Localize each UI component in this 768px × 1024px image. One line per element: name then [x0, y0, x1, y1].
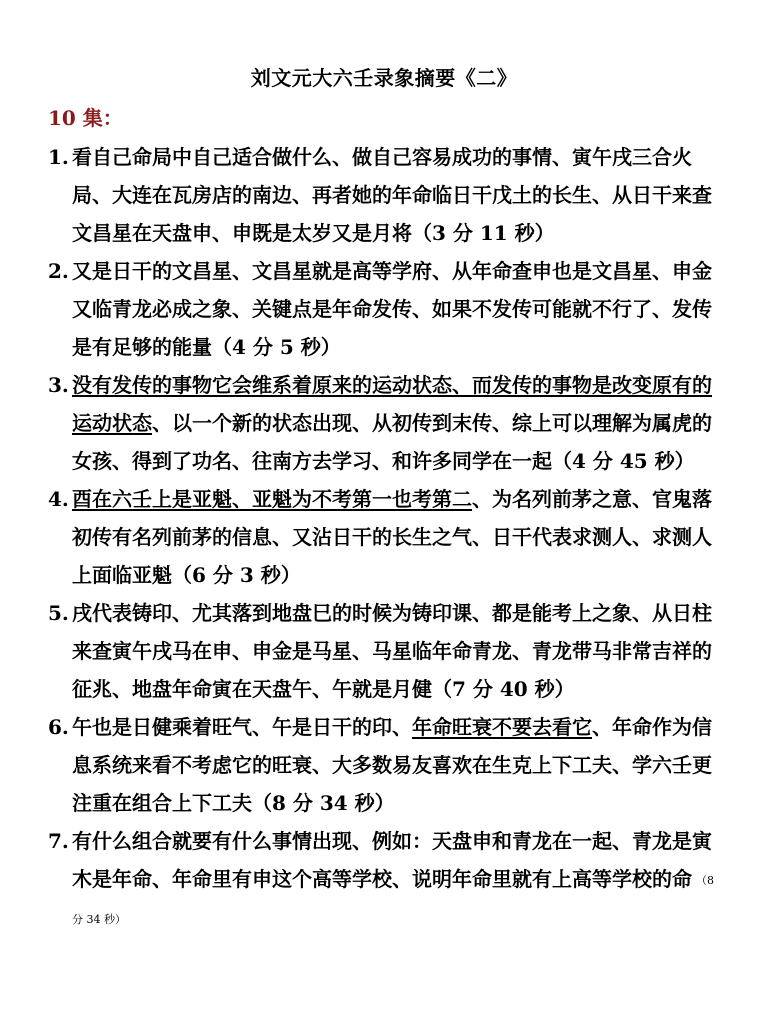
item-text: 看自己命局中自己适合做什么、做自己容易成功的事情、寅午戌三合火局、大连在瓦房店的南边、再者她的年命临日干戊土的长生、从日干来查文昌星在天盘申、申既是太岁又是月将（3 分 11 秒）	[72, 145, 712, 245]
item-number: 3.	[48, 373, 69, 397]
note-list	[48, 138, 728, 939]
list-item	[48, 594, 728, 708]
item-text: 又是日干的文昌星、文昌星就是高等学府、从年命查申也是文昌星、申金又临青龙必成之象、关键点是年命发传、如果不发传可能就不行了、发传是有足够的能量（4 分 5 秒）	[72, 259, 712, 359]
document-title: 刘文元大六壬录象摘要《二》	[250, 66, 518, 90]
item-text: 、为名列前茅之意、官鬼落初传有名列前茅的信息、又沾日干的长生之气、日干代表求测人、求测人上面临亚魁（6 分 3 秒）	[72, 487, 712, 587]
item-number: 1.	[48, 145, 69, 169]
item-timestamp: （8 分 34 秒）	[72, 873, 714, 926]
item-number: 7.	[48, 829, 69, 853]
list-item	[48, 366, 728, 480]
item-number: 4.	[48, 487, 69, 511]
item-number: 6.	[48, 715, 69, 739]
list-item	[48, 708, 728, 822]
item-text: 、年命作为信息系统来看不考虑它的旺衰、大多数易友喜欢在生克上下工夫、学六壬更注重在组合上下工夫（8 分 34 秒）	[72, 715, 712, 815]
item-text: 有什么组合就要有什么事情出现、例如：天盘申和青龙在一起、青龙是寅木是年命、年命里有申这个高等学校、说明年命里就有上高等学校的命	[72, 829, 712, 891]
item-text-underlined: 酉在六壬上是亚魁、亚魁为不考第一也考第二	[72, 487, 472, 511]
item-text: 、以一个新的状态出现、从初传到末传、综上可以理解为属虎的女孩、得到了功名、往南方去学习、和许多同学在一起（4 分 45 秒）	[72, 411, 712, 473]
item-number: 5.	[48, 601, 69, 625]
item-text: 戌代表铸印、尤其落到地盘巳的时候为铸印课、都是能考上之象、从日柱来查寅午戌马在申、申金是马星、马星临年命青龙、青龙带马非常吉祥的征兆、地盘年命寅在天盘午、午就是月健（7 分 40 秒）	[72, 601, 712, 701]
item-number: 2.	[48, 259, 69, 283]
item-text-underlined: 没有发传的事物它会维系着原来的运动状态、而发传的事物是改变原有的运动状态	[72, 373, 712, 435]
item-text: 午也是日健乘着旺气、午是日干的印、	[72, 715, 412, 739]
list-item	[48, 138, 728, 252]
list-item	[48, 480, 728, 594]
list-item	[48, 252, 728, 366]
item-text-underlined: 年命旺衰不要去看它	[412, 715, 592, 739]
list-item	[48, 822, 728, 939]
episode-heading: 10 集：	[48, 106, 123, 130]
